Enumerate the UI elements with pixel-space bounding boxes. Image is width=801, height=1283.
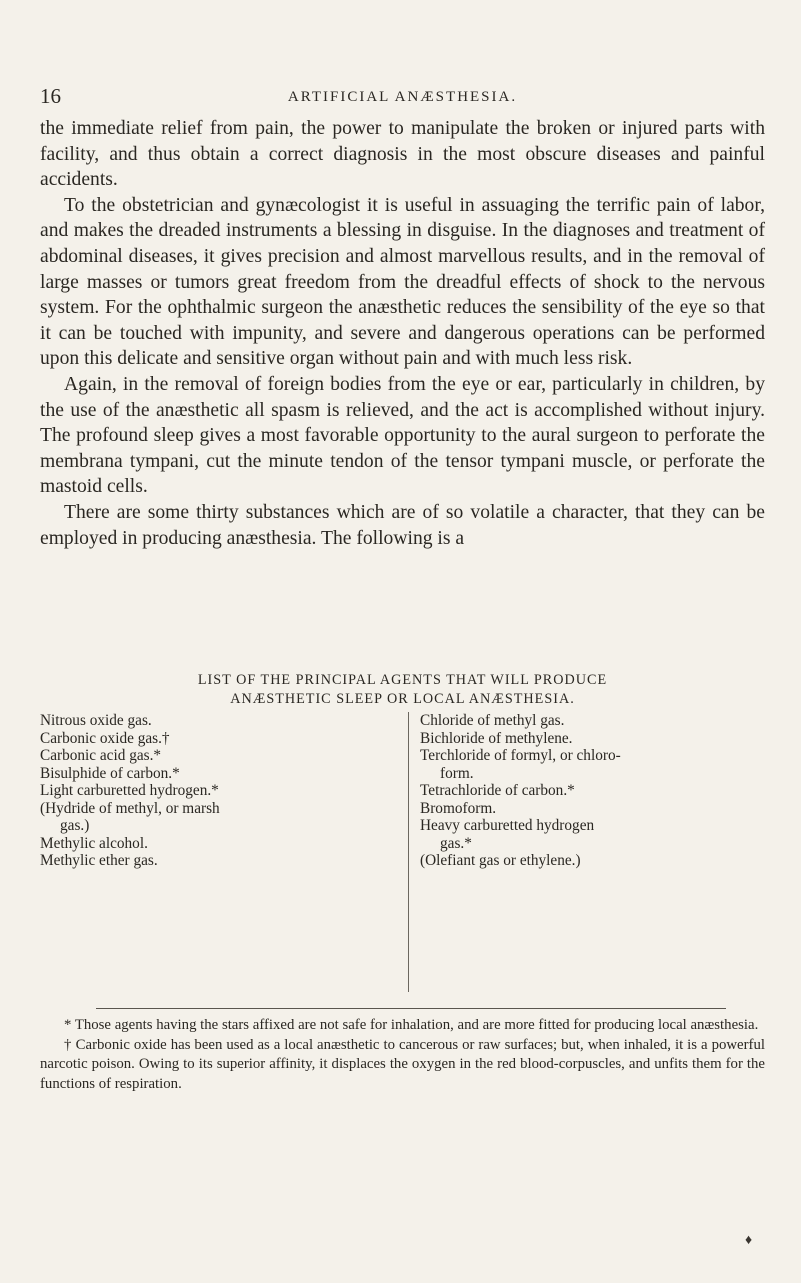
list-item: Carbonic oxide gas.† [40, 729, 170, 747]
list-item: gas.) [60, 817, 90, 834]
running-head: ARTIFICIAL ANÆSTHESIA. [287, 89, 518, 105]
list-item: Chloride of methyl gas. [420, 712, 565, 729]
footnotes [40, 1016, 765, 1094]
list-item: form. [440, 764, 474, 782]
body-text [40, 116, 765, 551]
list-item: Heavy carburetted hydrogen [420, 817, 595, 834]
agents-left-column [40, 712, 400, 870]
list-item: (Olefiant gas or ethylene.) [420, 852, 581, 869]
footnote-dagger: † Carbonic oxide has been used as a local anæsthetic to cancerous or raw surfaces; but, when inhaled, it is a powerful narcotic poison. Owing to its superior affinity, it displaces the oxygen in the red blood-corpuscles, and unfits them for the functions of respiration. [40, 1036, 765, 1092]
paragraph-obstetrician: To the obstetrician and gynæcologist it is useful in assuaging the terrific pain of labor, and makes the dreaded instruments a blessing in disguise. In the diagnoses and treatment of abdominal diseases, it gives precision and almost marvellous results, and in the removal of large masses or tumors great freedom from the dreadful effects of shock to the nervous system. For the ophthalmic surgeon the anæsthetic reduces the sensibility of the eye so that it can be touched with impunity, and severe and dangerous operations can be performed upon this delicate and sensitive organ without pain and with much less risk. [40, 194, 765, 370]
agents-right-column [420, 712, 765, 870]
list-item: Bromoform. [420, 799, 497, 817]
list-item: (Hydride of methyl, or marsh [40, 799, 220, 817]
footnote-star: * Those agents having the stars affixed are not safe for inhalation, and are more fitted for producing local anæsthesia. [64, 1017, 759, 1033]
list-heading-line-1: LIST OF THE PRINCIPAL AGENTS THAT WILL PRODUCE [197, 672, 608, 688]
list-item: Terchloride of formyl, or chloro- [420, 747, 621, 764]
footnote-rule [96, 1008, 726, 1009]
list-item: Tetrachloride of carbon.* [420, 782, 575, 799]
ink-speck-icon: ♦ [745, 1233, 753, 1248]
page-header [40, 84, 765, 114]
page-number: 16 [40, 84, 61, 108]
list-item: Methylic alcohol. [40, 834, 148, 852]
list-item: Nitrous oxide gas. [40, 712, 152, 729]
list-item: Light carburetted hydrogen.* [40, 782, 219, 799]
paragraph-substances: There are some thirty substances which are of so volatile a character, that they can be employed in producing anæsthesia. The following is a [40, 501, 765, 549]
column-divider [408, 712, 409, 992]
list-heading-line-2: ANÆSTHETIC SLEEP OR LOCAL ANÆSTHESIA. [230, 691, 575, 707]
list-item: gas.* [440, 834, 472, 852]
list-heading [40, 671, 765, 709]
list-item: Methylic ether gas. [40, 852, 158, 869]
list-item: Bichloride of methylene. [420, 729, 573, 747]
list-item: Carbonic acid gas.* [40, 747, 162, 764]
paragraph-foreign-bodies: Again, in the removal of foreign bodies from the eye or ear, particularly in children, by the use of the anæsthetic all spasm is relieved, and the act is accomplished without injury. The profound sleep gives a most favorable opportunity to the aural surgeon to perforate the membrana tympani, cut the minute tendon of the tensor tympani muscle, or perforate the mastoid cells. [40, 373, 765, 498]
list-item: Bisulphide of carbon.* [40, 764, 180, 782]
paragraph-continuation: the immediate relief from pain, the power to manipulate the broken or injured parts with facility, and thus obtain a correct diagnosis in the most obscure diseases and painful accidents. [40, 118, 765, 191]
